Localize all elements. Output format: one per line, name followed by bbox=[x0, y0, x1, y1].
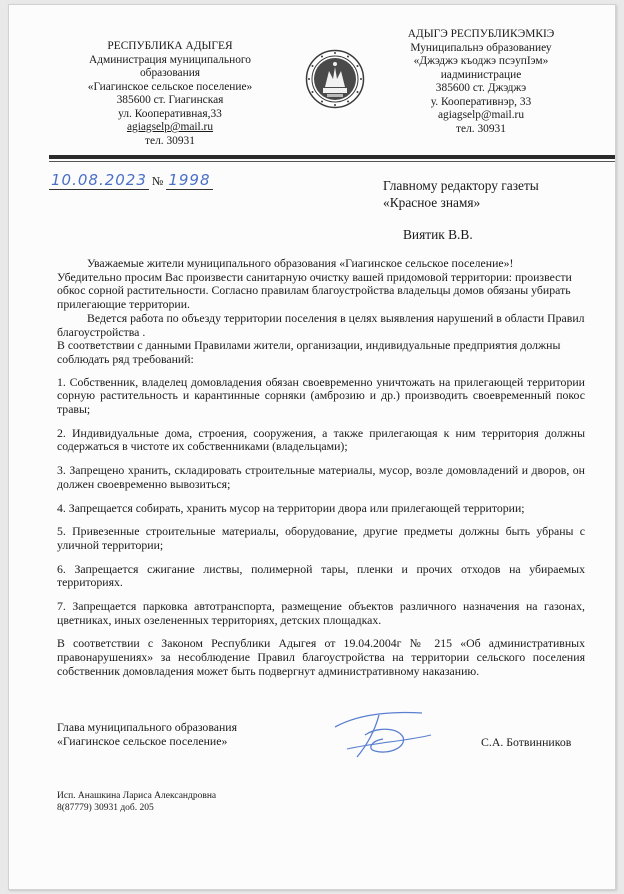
executor-name: Исп. Анашкина Лариса Александровна bbox=[57, 791, 217, 801]
addressee-line2: «Красное знамя» bbox=[383, 195, 481, 210]
law-paragraph: В соответствии с Законом Республики Адыгея от 19.04.2004г № 215 «Об административных правонарушениях» за несоблюдение Правил благоустройства на территории сельского поселения собственник домовладения может быть подвергнут административному наказанию. bbox=[57, 636, 585, 678]
list-item: 6. Запрещается сжигание листвы, полимерной тары, пленки и прочих отходов на убираемых территориях. bbox=[57, 561, 585, 590]
list-item: 7. Запрещается парковка автотранспорта, размещение объектов различного назначения на газонах, цветниках, иных озелененных территориях, детских площадках. bbox=[57, 599, 585, 627]
executor-info bbox=[57, 790, 216, 814]
requirements-list bbox=[57, 376, 585, 679]
list-item: 3. Запрещено хранить, складировать строительные материалы, мусор, возле домовладений и дворов, он должен своевременно вывозиться; bbox=[57, 463, 585, 491]
header-right-line: у. Кооперативнэр, 33 bbox=[430, 95, 532, 108]
body-paragraph: В соответствии с данными Правилами жители, организации, индивидуальные предприятия должны соблюдать ряд требований: bbox=[57, 338, 561, 366]
coat-of-arms-icon bbox=[305, 49, 365, 109]
header-left bbox=[59, 40, 281, 148]
header-left-line: «Гиагинское сельское поселение» bbox=[87, 80, 253, 93]
letter-body bbox=[57, 257, 585, 679]
header-left-line: РЕСПУБЛИКА АДЫГЕЯ bbox=[107, 40, 233, 52]
signatory-name: С.А. Ботвинников bbox=[481, 735, 572, 749]
header-right-line: Муниципальнэ образованиеу bbox=[410, 41, 552, 54]
handwritten-signature bbox=[327, 705, 437, 765]
reference-number-sign: № bbox=[151, 174, 164, 188]
signatory-position bbox=[57, 720, 237, 748]
header-right-email: agiagselp@mail.ru bbox=[437, 109, 525, 121]
header-right bbox=[389, 28, 573, 136]
position-line: Глава муниципального образования bbox=[57, 720, 238, 734]
addressee-block bbox=[383, 177, 539, 211]
reference-date: 10.08.2023 bbox=[51, 171, 147, 189]
header-left-line: образования bbox=[139, 67, 201, 79]
header-divider-thick bbox=[49, 155, 615, 159]
header-divider-thin bbox=[49, 161, 615, 162]
addressee-line1: Главному редактору газеты bbox=[383, 178, 539, 193]
header-right-line: иадминистрацие bbox=[440, 68, 522, 81]
header-left-email: agiagselp@mail.ru bbox=[126, 121, 214, 133]
body-paragraph: Убедительно просим Вас произвести санитарную очистку вашей придомовой территории: произвести обкос сорной растительности. Согласно правилам благоустройства владельцы домов обязаны убирать прилегающие территории. bbox=[57, 269, 572, 312]
reference-number: 1998 bbox=[168, 171, 211, 189]
executor-phone: 8(87779) 30931 доб. 205 bbox=[57, 803, 154, 813]
header-right-line: 385600 ст. Джэджэ bbox=[435, 82, 527, 94]
body-paragraph: Ведется работа по объезду территории поселения в целях выявления нарушений в области Правил благоустройства . bbox=[57, 310, 585, 339]
addressee-name: Виятик В.В. bbox=[403, 227, 473, 242]
letter-page bbox=[8, 4, 616, 890]
position-line: «Гиагинское сельское поселение» bbox=[57, 734, 228, 748]
header-left-line: ул. Кооперативная,33 bbox=[118, 107, 222, 120]
list-item: 1. Собственник, владелец домовладения обязан своевременно уничтожать на прилегающей территории сорную растительность и карантинные сорняки (амброзию и др.) производить своевременный покос травы; bbox=[57, 374, 585, 417]
header-right-line: АДЫГЭ РЕСПУБЛИКЭМКIЭ bbox=[407, 28, 555, 40]
header-left-line: Администрация муниципального bbox=[88, 53, 251, 66]
outgoing-reference bbox=[49, 171, 213, 189]
list-item: 4. Запрещается собирать, хранить мусор на территории двора или прилегающей территории; bbox=[57, 500, 525, 515]
header-left-phone: тел. 30931 bbox=[145, 134, 195, 147]
header-right-phone: тел. 30931 bbox=[456, 122, 506, 135]
header-left-line: 385600 ст. Гиагинская bbox=[116, 94, 224, 106]
greeting: Уважаемые жители муниципального образования «Гиагинское сельское поселение»! bbox=[87, 256, 514, 270]
list-item: 5. Привезенные строительные материалы, оборудование, другие предметы должны быть убраны с уличной территории; bbox=[57, 524, 585, 552]
list-item: 2. Индивидуальные дома, строения, сооружения, а также прилегающая к ним территория должны содержаться в чистоте их собственниками (владельцами); bbox=[57, 425, 585, 454]
header-right-line: «Джэджэ къоджэ псэупIэм» bbox=[413, 55, 549, 67]
